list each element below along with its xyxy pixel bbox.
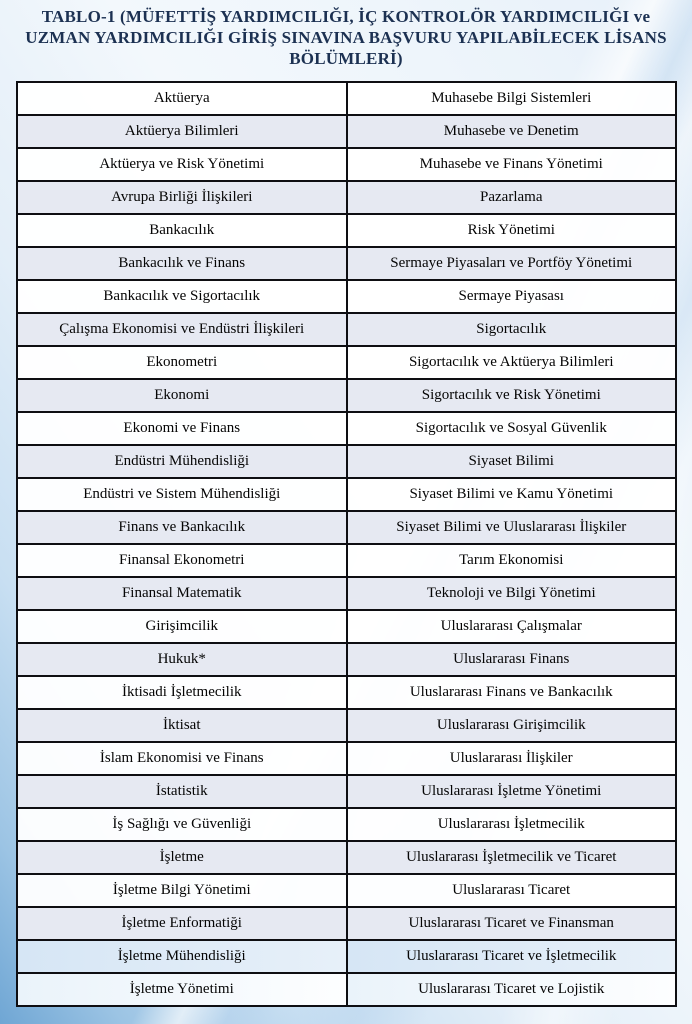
table-title-line-2: UZMAN YARDIMCILIĞI GİRİŞ SINAVINA BAŞVURU YAPILABİLECEK LİSANS [25, 28, 667, 47]
department-cell-right: Uluslararası Ticaret ve Finansman [347, 907, 677, 940]
department-cell-right: Risk Yönetimi [347, 214, 677, 247]
department-cell-right: Siyaset Bilimi [347, 445, 677, 478]
department-cell-right: Uluslararası Çalışmalar [347, 610, 677, 643]
department-cell-right: Uluslararası İşletme Yönetimi [347, 775, 677, 808]
department-cell-left: Avrupa Birliği İlişkileri [17, 181, 347, 214]
department-cell-left: Aktüerya ve Risk Yönetimi [17, 148, 347, 181]
table-row [17, 610, 676, 643]
department-cell-right: Sigortacılık ve Aktüerya Bilimleri [347, 346, 677, 379]
table-row [17, 115, 676, 148]
table-row [17, 313, 676, 346]
department-cell-left: Girişimcilik [17, 610, 347, 643]
table-row [17, 544, 676, 577]
department-cell-right: Sermaye Piyasası [347, 280, 677, 313]
table-row [17, 841, 676, 874]
table-row [17, 643, 676, 676]
table-row [17, 412, 676, 445]
department-cell-right: Muhasebe Bilgi Sistemleri [347, 82, 677, 115]
department-cell-left: İslam Ekonomisi ve Finans [17, 742, 347, 775]
departments-table-body [17, 82, 676, 1006]
table-row [17, 379, 676, 412]
department-cell-right: Siyaset Bilimi ve Kamu Yönetimi [347, 478, 677, 511]
department-cell-left: Ekonomi [17, 379, 347, 412]
department-cell-right: Uluslararası İlişkiler [347, 742, 677, 775]
department-cell-left: Finansal Ekonometri [17, 544, 347, 577]
table-row [17, 874, 676, 907]
table-row [17, 346, 676, 379]
table-row [17, 214, 676, 247]
department-cell-right: Uluslararası Ticaret [347, 874, 677, 907]
department-cell-left: Hukuk* [17, 643, 347, 676]
department-cell-right: Uluslararası Finans ve Bankacılık [347, 676, 677, 709]
table-title-line-1: TABLO-1 (MÜFETTİŞ YARDIMCILIĞI, İÇ KONTROLÖR YARDIMCILIĞI ve [41, 7, 651, 26]
departments-table [16, 81, 677, 1007]
department-cell-left: İstatistik [17, 775, 347, 808]
department-cell-left: İşletme Mühendisliği [17, 940, 347, 973]
department-cell-right: Sigortacılık ve Risk Yönetimi [347, 379, 677, 412]
table-row [17, 907, 676, 940]
table-title [0, 6, 692, 69]
table-row [17, 808, 676, 841]
department-cell-right: Uluslararası Girişimcilik [347, 709, 677, 742]
department-cell-right: Uluslararası Ticaret ve Lojistik [347, 973, 677, 1006]
table-row [17, 478, 676, 511]
table-row [17, 181, 676, 214]
department-cell-right: Uluslararası İşletmecilik [347, 808, 677, 841]
table-row [17, 973, 676, 1006]
department-cell-left: Bankacılık [17, 214, 347, 247]
table-row [17, 148, 676, 181]
department-cell-right: Teknoloji ve Bilgi Yönetimi [347, 577, 677, 610]
department-cell-left: Çalışma Ekonomisi ve Endüstri İlişkileri [17, 313, 347, 346]
table-row [17, 775, 676, 808]
department-cell-right: Uluslararası Finans [347, 643, 677, 676]
table-title-line-3: BÖLÜMLERİ) [289, 49, 403, 68]
department-cell-right: Sigortacılık ve Sosyal Güvenlik [347, 412, 677, 445]
table-row [17, 940, 676, 973]
department-cell-right: Uluslararası İşletmecilik ve Ticaret [347, 841, 677, 874]
department-cell-left: Bankacılık ve Finans [17, 247, 347, 280]
department-cell-right: Muhasebe ve Denetim [347, 115, 677, 148]
department-cell-left: İşletme [17, 841, 347, 874]
table-row [17, 577, 676, 610]
table-row [17, 247, 676, 280]
table-row [17, 445, 676, 478]
department-cell-right: Muhasebe ve Finans Yönetimi [347, 148, 677, 181]
department-cell-right: Uluslararası Ticaret ve İşletmecilik [347, 940, 677, 973]
department-cell-right: Sermaye Piyasaları ve Portföy Yönetimi [347, 247, 677, 280]
department-cell-left: Bankacılık ve Sigortacılık [17, 280, 347, 313]
department-cell-left: İş Sağlığı ve Güvenliği [17, 808, 347, 841]
department-cell-left: Aktüerya Bilimleri [17, 115, 347, 148]
table-row [17, 709, 676, 742]
department-cell-left: İşletme Yönetimi [17, 973, 347, 1006]
department-cell-left: Endüstri ve Sistem Mühendisliği [17, 478, 347, 511]
table-row [17, 676, 676, 709]
department-cell-left: Endüstri Mühendisliği [17, 445, 347, 478]
department-cell-left: Ekonometri [17, 346, 347, 379]
department-cell-left: Finans ve Bankacılık [17, 511, 347, 544]
table-row [17, 511, 676, 544]
department-cell-left: İktisadi İşletmecilik [17, 676, 347, 709]
department-cell-left: İktisat [17, 709, 347, 742]
table-row [17, 742, 676, 775]
department-cell-right: Sigortacılık [347, 313, 677, 346]
department-cell-left: İşletme Bilgi Yönetimi [17, 874, 347, 907]
department-cell-right: Pazarlama [347, 181, 677, 214]
table-row [17, 82, 676, 115]
department-cell-right: Tarım Ekonomisi [347, 544, 677, 577]
department-cell-left: Finansal Matematik [17, 577, 347, 610]
department-cell-left: Ekonomi ve Finans [17, 412, 347, 445]
department-cell-right: Siyaset Bilimi ve Uluslararası İlişkiler [347, 511, 677, 544]
table-row [17, 280, 676, 313]
department-cell-left: İşletme Enformatiği [17, 907, 347, 940]
department-cell-left: Aktüerya [17, 82, 347, 115]
